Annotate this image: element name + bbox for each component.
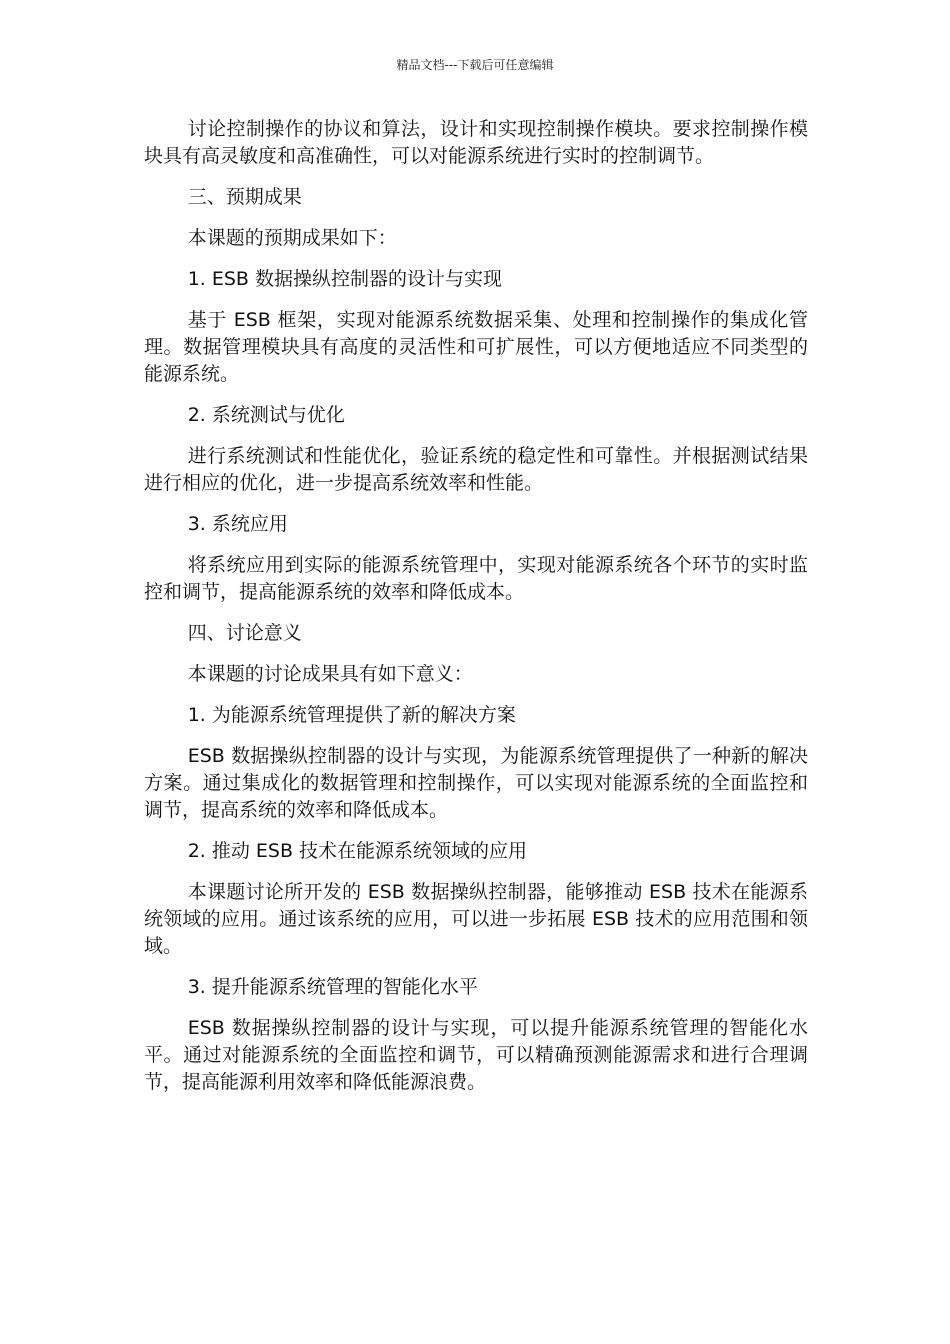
paragraph-new-solution: ESB 数据操纵控制器的设计与实现，为能源系统管理提供了一种新的解决方案。通过集成化的数据管理和控制操作，可以实现对能源系统的全面监控和调节，提高系统的效率和降低成本。 xyxy=(144,745,808,821)
subheading-esb-controller: 1. ESB 数据操纵控制器的设计与实现 xyxy=(187,268,502,290)
section-heading-significance: 四、讨论意义 xyxy=(187,622,302,644)
subheading-testing-optimization: 2. 系统测试与优化 xyxy=(187,404,345,426)
paragraph-intelligence: ESB 数据操纵控制器的设计与实现，可以提升能源系统管理的智能化水平。通过对能源系统的全面监控和调节，可以精确预测能源需求和进行合理调节，提高能源利用效率和降低能源浪费。 xyxy=(144,1017,808,1093)
document-body xyxy=(144,116,808,1110)
subheading-system-application: 3. 系统应用 xyxy=(187,513,288,535)
paragraph-control-module: 讨论控制操作的协议和算法，设计和实现控制操作模块。要求控制操作模块具有高灵敏度和高准确性，可以对能源系统进行实时的控制调节。 xyxy=(144,118,808,167)
subheading-new-solution: 1. 为能源系统管理提供了新的解决方案 xyxy=(187,704,516,726)
paragraph-testing: 进行系统测试和性能优化，验证系统的稳定性和可靠性。并根据测试结果进行相应的优化，进一步提高系统效率和性能。 xyxy=(144,445,808,494)
paragraph-significance-intro: 本课题的讨论成果具有如下意义： xyxy=(187,663,473,685)
section-heading-expected-results: 三、预期成果 xyxy=(187,186,302,208)
paragraph-promote-esb: 本课题讨论所开发的 ESB 数据操纵控制器，能够推动 ESB 技术在能源系统领域的应用。通过该系统的应用，可以进一步拓展 ESB 技术的应用范围和领域。 xyxy=(144,881,808,957)
paragraph-esb-framework: 基于 ESB 框架，实现对能源系统数据采集、处理和控制操作的集成化管理。数据管理模块具有高度的灵活性和可扩展性，可以方便地适应不同类型的能源系统。 xyxy=(144,309,808,385)
subheading-promote-esb: 2. 推动 ESB 技术在能源系统领域的应用 xyxy=(187,840,528,862)
paragraph-application: 将系统应用到实际的能源系统管理中，实现对能源系统各个环节的实时监控和调节，提高能源系统的效率和降低成本。 xyxy=(144,554,808,603)
page-header: 精品文档---下载后可任意编辑 xyxy=(396,58,554,72)
subheading-intelligence: 3. 提升能源系统管理的智能化水平 xyxy=(187,976,478,998)
paragraph-results-intro: 本课题的预期成果如下： xyxy=(187,227,397,249)
